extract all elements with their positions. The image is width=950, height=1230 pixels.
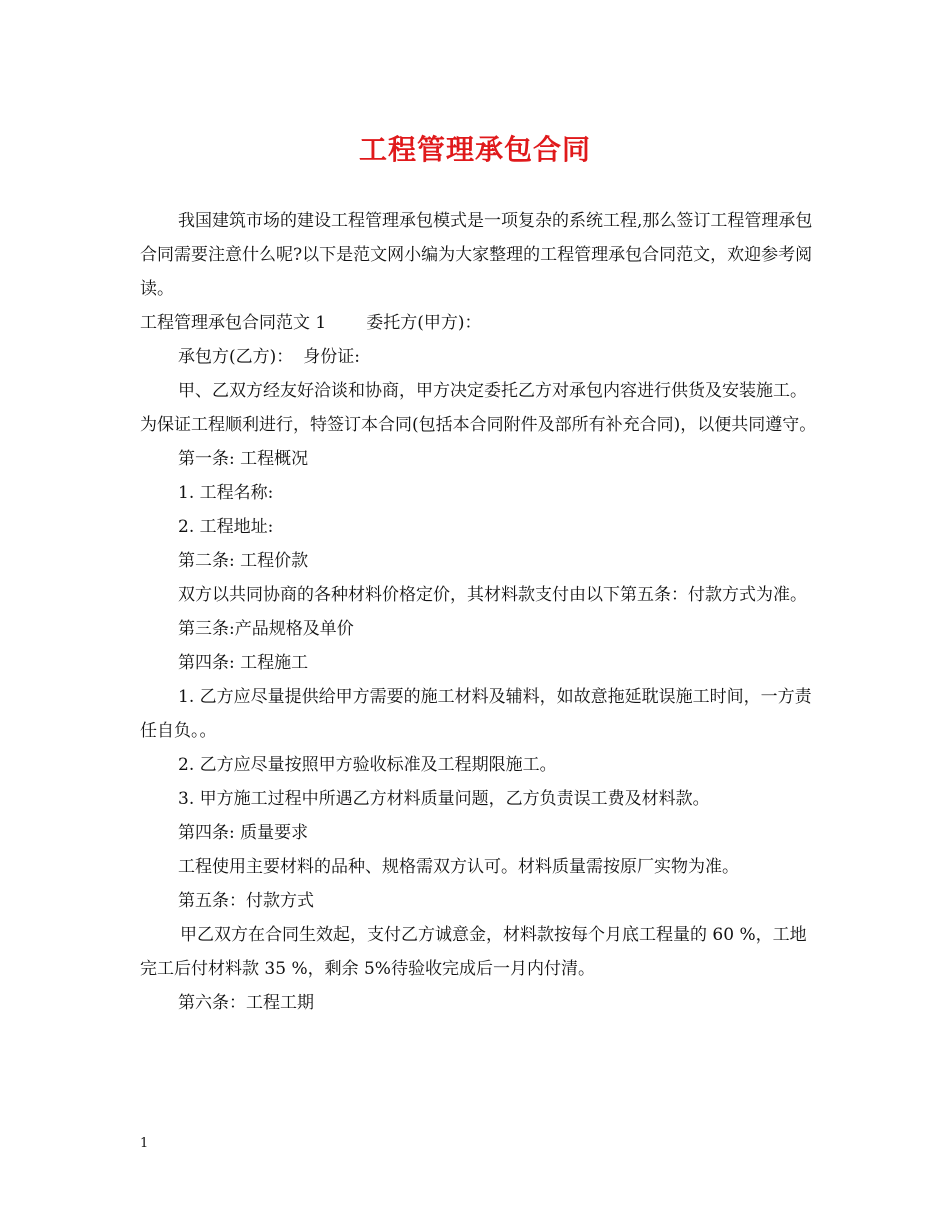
page-number: 1: [140, 1136, 149, 1151]
sample-heading-line: [140, 306, 820, 340]
article4-heading: 第四条: 工程施工: [178, 653, 309, 673]
party-a-label: 委托方(甲方)：: [366, 313, 482, 333]
article4-item2: 2. 乙方应尽量按照甲方验收标准及工程期限施工。: [178, 755, 557, 775]
document-body: [140, 204, 820, 1020]
article3-heading: 第三条:产品规格及单价: [178, 619, 354, 639]
preamble-paragraph: 甲、乙双方经友好洽谈和协商，甲方决定委托乙方对承包内容进行供货及安装施工。为保证工程顺利进行，特签订本合同(包括本合同附件及部所有补充合同)，以便共同遵守。: [140, 381, 817, 435]
intro-paragraph: 我国建筑市场的建设工程管理承包模式是一项复杂的系统工程,那么签订工程管理承包合同需要注意什么呢?以下是范文网小编为大家整理的工程管理承包合同范文，欢迎参考阅读。: [140, 211, 813, 299]
id-label: 身份证:: [303, 347, 360, 367]
party-b-label: 承包方(乙方)：: [178, 347, 294, 367]
party-b-line: [140, 340, 820, 374]
article5-heading: 第五条：付款方式: [178, 891, 314, 911]
article2-heading: 第二条: 工程价款: [178, 551, 309, 571]
article1-item2: 2. 工程地址:: [178, 517, 274, 537]
article6-heading: 第六条：工程工期: [178, 993, 314, 1013]
sample-heading: 工程管理承包合同范文 1: [140, 313, 327, 333]
article5-body: 甲乙双方在合同生效起，支付乙方诚意金，材料款按每个月底工程量的 60 %，工地完工后付材料款 35 %，剩余 5%待验收完成后一月内付清。: [140, 925, 807, 979]
article4-item1: 1. 乙方应尽量提供给甲方需要的施工材料及辅料，如故意拖延耽误施工时间，一方责任自负。。: [140, 687, 812, 741]
document-title: 工程管理承包合同: [358, 133, 591, 166]
article4b-heading: 第四条: 质量要求: [178, 823, 309, 843]
article4-item3: 3. 甲方施工过程中所遇乙方材料质量问题，乙方负责误工费及材料款。: [178, 789, 710, 809]
article4b-body: 工程使用主要材料的品种、规格需双方认可。材料质量需按原厂实物为准。: [178, 857, 739, 877]
article1-item1: 1. 工程名称:: [178, 483, 274, 503]
article2-body: 双方以共同协商的各种材料价格定价，其材料款支付由以下第五条：付款方式为准。: [178, 585, 807, 605]
article1-heading: 第一条: 工程概况: [178, 449, 309, 469]
